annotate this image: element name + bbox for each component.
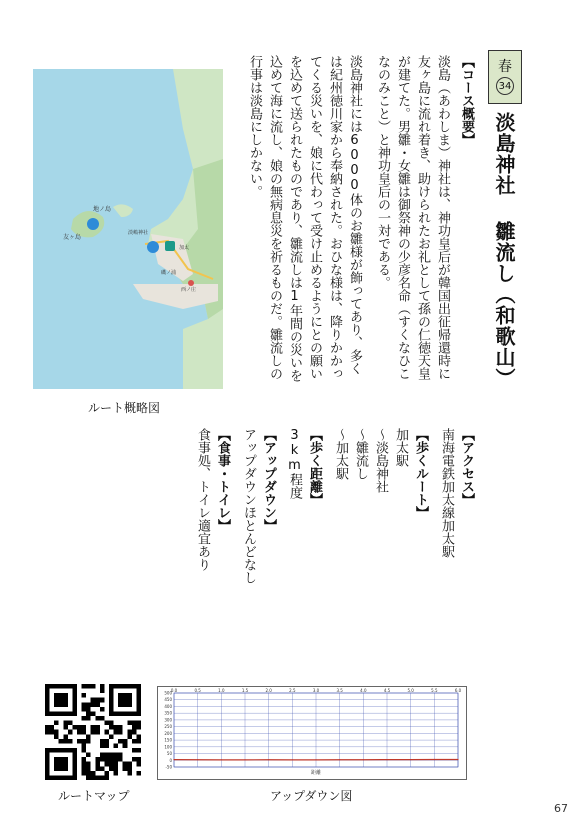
access-line: 南海電鉄加太線加太駅 (439, 428, 454, 558)
info-route (330, 428, 430, 628)
elevation-point (363, 759, 364, 760)
updown-line: アップダウンほとんどなし (241, 428, 256, 584)
overview-paragraph-2: 淡島神社には6000体のお雛様が飾ってあり、多くは紀州徳川家から奉納された。おひな様は、降りかかってくる災いを、娘に代わって受け止めるようにとの願いを込めて送られたものであり、雛流しは1年間の災いを込めて海に流し、娘の無病息災を祈るものだ。雛流しの行事は淡島にしかない。 (247, 55, 362, 382)
route-map-image (33, 69, 223, 389)
shrine-marker-icon (147, 241, 159, 253)
elevation-point (434, 759, 435, 760)
food-heading: 【食事・トイレ】 (215, 428, 230, 532)
map-label-shrine: 淡嶋神社 (128, 230, 149, 236)
elevation-point (268, 759, 269, 760)
y-tick-label: 350 (164, 710, 172, 716)
x-tick-label: 0.0 (170, 688, 178, 693)
y-tick-label: 50 (166, 751, 172, 757)
map-label-place: 西ノ庄 (181, 287, 197, 293)
food-line: 食事処、トイレ適宜あり (195, 428, 210, 571)
course-info (186, 428, 476, 628)
y-tick-label: 100 (164, 744, 172, 750)
elevation-point (386, 759, 387, 760)
info-access (436, 428, 476, 628)
x-tick-label: 5.0 (407, 688, 414, 693)
updown-heading: 【アップダウン】 (261, 428, 276, 532)
page-title: 淡島神社 雛流し（和歌山） (492, 112, 516, 389)
map-label-island2: 友ヶ島 (63, 234, 82, 241)
course-number: 34 (496, 77, 514, 95)
info-food (192, 428, 232, 628)
y-tick-label: 150 (164, 737, 172, 743)
station-marker-icon (165, 241, 175, 251)
elevation-point (457, 759, 458, 760)
x-tick-label: 4.0 (360, 688, 367, 693)
y-tick-label: 300 (164, 717, 172, 723)
course-overview (244, 55, 476, 385)
overview-heading: 【コース概要】 (459, 55, 474, 146)
elevation-point (410, 759, 411, 760)
map-label-bay: 磯ノ浦 (161, 270, 177, 276)
map-caption: ルート概略図 (88, 401, 161, 415)
map-label-station: 加太 (179, 245, 190, 251)
route-heading: 【歩くルート】 (413, 428, 428, 519)
x-tick-label: 6.0 (454, 688, 462, 693)
y-tick-label: 200 (164, 730, 172, 736)
info-distance (284, 428, 324, 628)
x-tick-label: 1.5 (241, 688, 249, 693)
x-axis-label: 距離 (310, 770, 322, 776)
elevation-point (339, 759, 340, 760)
y-tick-label: 400 (164, 703, 172, 709)
season-badge (488, 50, 522, 104)
elevation-point (244, 759, 245, 760)
elevation-point (197, 759, 198, 760)
route-line: ～加太駅 (333, 428, 348, 480)
x-tick-label: 2.5 (289, 688, 296, 693)
elevation-point (221, 759, 222, 760)
route-line: 加太駅 (393, 428, 408, 467)
map-label-island1: 地ノ島 (93, 206, 112, 213)
access-heading: 【アクセス】 (459, 428, 474, 506)
route-line: ～淡島神社 (373, 428, 388, 493)
elevation-point (315, 759, 316, 760)
y-tick-label: 450 (164, 697, 172, 703)
x-tick-label: 2.0 (265, 688, 272, 693)
season-label: 春 (498, 59, 512, 75)
x-tick-label: 0.5 (194, 688, 201, 693)
route-line: ～雛流し (353, 428, 368, 480)
place-marker-icon (188, 280, 194, 286)
distance-line: 3km程度 (287, 428, 302, 499)
x-tick-label: 4.5 (383, 688, 391, 693)
x-tick-label: 5.5 (431, 688, 438, 693)
distance-heading: 【歩く距離】 (307, 428, 322, 506)
y-tick-label: 500 (164, 690, 172, 696)
x-tick-label: 3.5 (336, 688, 343, 693)
shrine-marker-icon (87, 218, 99, 230)
chart-caption: アップダウン図 (270, 789, 353, 803)
page-number: 67 (554, 802, 568, 815)
qr-code-icon[interactable] (45, 684, 141, 780)
qr-caption: ルートマップ (58, 789, 130, 803)
elevation-point (292, 759, 293, 760)
y-tick-label: 250 (164, 724, 172, 730)
elevation-point (173, 759, 174, 760)
y-tick-label: 0 (169, 757, 172, 763)
elevation-chart (157, 686, 467, 780)
y-tick-label: -50 (165, 764, 172, 770)
x-tick-label: 1.0 (218, 688, 225, 693)
map-graphic (33, 69, 223, 389)
overview-paragraph-1: 淡島（あわしま）神社は、神功皇后が韓国出征帰還時に友ヶ島に流れ着き、助けられたお礼として孫の仁徳天皇が建てた。男雛・女雛は御祭神の少彦名命（すくなひこなのみこと）と神功皇后の一対である。 (375, 55, 450, 380)
x-tick-label: 3.0 (312, 688, 320, 693)
info-updown (238, 428, 278, 628)
